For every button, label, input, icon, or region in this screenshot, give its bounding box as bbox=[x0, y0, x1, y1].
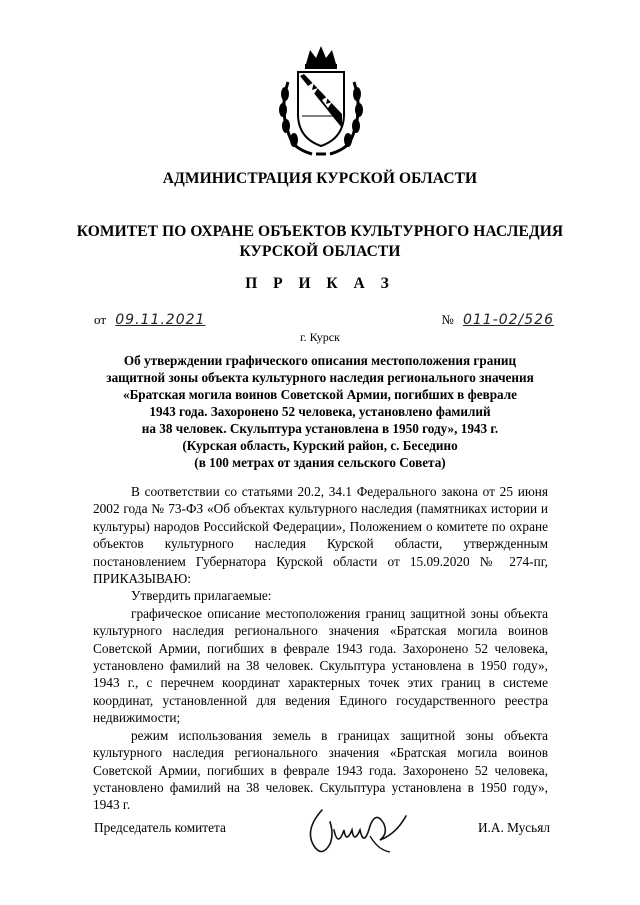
order-body bbox=[93, 483, 548, 814]
order-title bbox=[0, 352, 640, 471]
title-line: «Братская могила воинов Советской Армии, погибших в феврале bbox=[122, 387, 517, 402]
body-paragraph: режим использования земель в границах защитной зоны объекта культурного наследия регионального значения «Братская могила воинов Советской Армии, погибших в феврале 1943 года. Захоронено 52 человека, установлено фамилий на 38 человек. Скульптура установлена в 1950 году», 1943 г. bbox=[93, 727, 548, 813]
coat-of-arms-icon bbox=[276, 42, 366, 162]
title-line: Об утверждении графического описания местоположения границ bbox=[123, 353, 517, 368]
administration-title: АДМИНИСТРАЦИЯ КУРСКОЙ ОБЛАСТИ bbox=[162, 170, 478, 187]
date-value: 09.11.2021 bbox=[115, 312, 206, 328]
title-line: на 38 человек. Скульптура установлена в 1950 году», 1943 г. bbox=[141, 421, 499, 436]
title-line: 1943 года. Захоронено 52 человека, установлено фамилий bbox=[149, 404, 491, 419]
number-value: 011-02/526 bbox=[462, 312, 554, 328]
title-line: (в 100 метрах от здания сельского Совета) bbox=[194, 455, 446, 470]
city: г. Курск bbox=[300, 330, 340, 344]
signatory-role: Председатель комитета bbox=[94, 820, 226, 835]
body-paragraph: графическое описание местоположения границ защитной зоны объекта культурного наследия регионального значения «Братская могила воинов Советской Армии, погибших в феврале 1943 года. Захоронено 52 человека, установлено фамилий на 38 человек. Скульптура установлена в 1950 году», 1943 г., с перечнем координат характерных точек этих границ в системе координат, установленной для ведения Единого государственного реестра недвижимости; bbox=[93, 605, 548, 726]
body-paragraph: Утвердить прилагаемые: bbox=[131, 588, 272, 604]
document-type: П Р И К А З bbox=[245, 275, 395, 292]
title-line: защитной зоны объекта культурного наследия регионального значения bbox=[106, 370, 534, 385]
date-prefix: от bbox=[94, 312, 107, 327]
body-paragraph: В соответствии со статьями 20.2, 34.1 Федерального закона от 25 июня 2002 года № 73-ФЗ «Об объектах культурного наследия (памятниках истории и культуры) народов Российской Федерации», Положением о комитете по охране объектов культурного наследия Курской области, утвержденным постановлением Губернатора Курской области от 15.09.2020 № 274-пг, ПРИКАЗЫВАЮ: bbox=[93, 484, 548, 587]
title-line: (Курская область, Курский район, с. Беседино bbox=[182, 438, 458, 453]
committee-title-line2: КУРСКОЙ ОБЛАСТИ bbox=[239, 243, 401, 260]
number-line bbox=[441, 312, 560, 328]
number-prefix: № bbox=[441, 312, 454, 327]
date-line bbox=[94, 312, 211, 328]
committee-title bbox=[0, 222, 640, 262]
signature-icon bbox=[300, 800, 420, 860]
committee-title-line1: КОМИТЕТ ПО ОХРАНЕ ОБЪЕКТОВ КУЛЬТУРНОГО НАСЛЕДИЯ bbox=[76, 223, 564, 240]
signatory-name: И.А. Мусьял bbox=[477, 820, 550, 835]
